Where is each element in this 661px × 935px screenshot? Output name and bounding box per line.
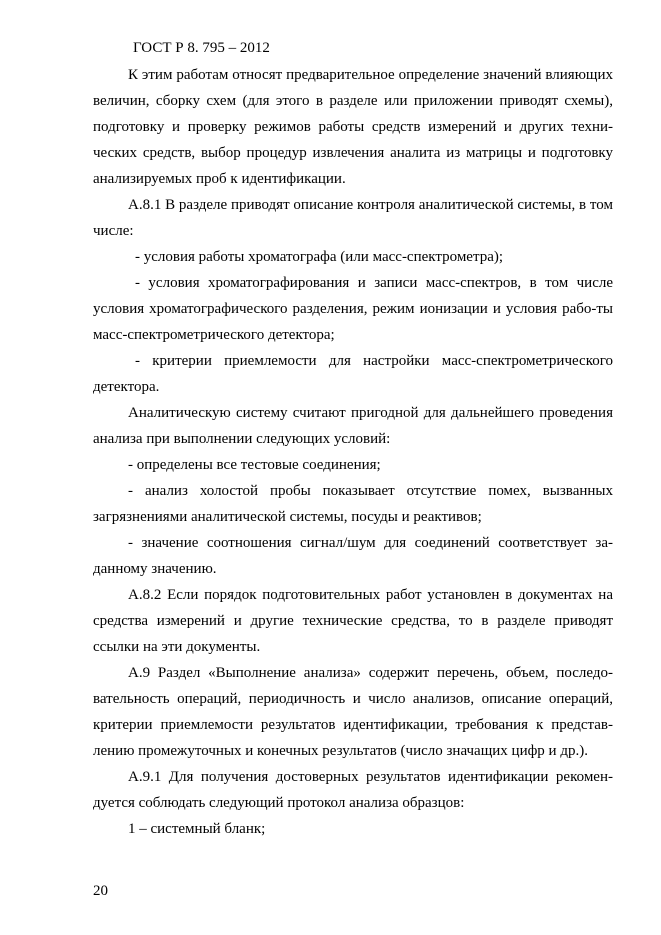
page-header-standard-code: ГОСТ Р 8. 795 – 2012 <box>133 40 270 56</box>
paragraph-a-9-1: А.9.1 Для получения достоверных результатов идентификации рекомен-дуется соблюдать следующий протокол анализа образцов: <box>93 769 613 811</box>
page-number: 20 <box>93 883 108 899</box>
paragraph-a-8-1: А.8.1 В разделе приводят описание контроля аналитической системы, в том числе: <box>93 197 613 239</box>
list-item-chromatography-conditions: - условия хроматографирования и записи масс-спектров, в том числе условия хроматографического разделения, режим ионизации и условия рабо-ты масс-спектрометрического детектора; <box>93 275 613 343</box>
paragraph-system-suitability: Аналитическую систему считают пригодной для дальнейшего проведения анализа при выполнении следующих условий: <box>93 405 613 447</box>
list-item-test-compounds: - определены все тестовые соединения; <box>128 457 381 473</box>
list-item-chromatograph-conditions: - условия работы хроматографа (или масс-спектрометра); <box>135 249 504 265</box>
list-item-acceptance-criteria: - критерии приемлемости для настройки масс-спектрометрического детектора. <box>93 353 613 395</box>
paragraph-a-9: А.9 Раздел «Выполнение анализа» содержит перечень, объем, последо-вательность операций, периодичность и число анализов, описание операций, критерии приемлемости результатов идентификации, требования к представ-лению промежуточных и конечных результатов (число значащих цифр и др.). <box>93 665 613 759</box>
paragraph-preparatory-work: К этим работам относят предварительное определение значений влияющих величин, сборку схем (для этого в разделе или приложении приводят схемы), подготовку и проверку режимов работы средств измерений и других техни-ческих средств, выбор процедур извлечения аналита из матрицы и подготовку анализируемых проб к идентификации. <box>93 67 613 187</box>
paragraph-a-8-2: А.8.2 Если порядок подготовительных работ установлен в документах на средства измерений и другие технические средства, то в разделе приводят ссылки на эти документы. <box>93 587 613 655</box>
list-item-signal-noise: - значение соотношения сигнал/шум для соединений соответствует за-данному значению. <box>93 535 613 577</box>
list-item-system-blank: 1 – системный бланк; <box>128 821 266 837</box>
document-body <box>93 62 613 842</box>
list-item-blank-sample: - анализ холостой пробы показывает отсутствие помех, вызванных загрязнениями аналитической системы, посуды и реактивов; <box>93 483 613 525</box>
